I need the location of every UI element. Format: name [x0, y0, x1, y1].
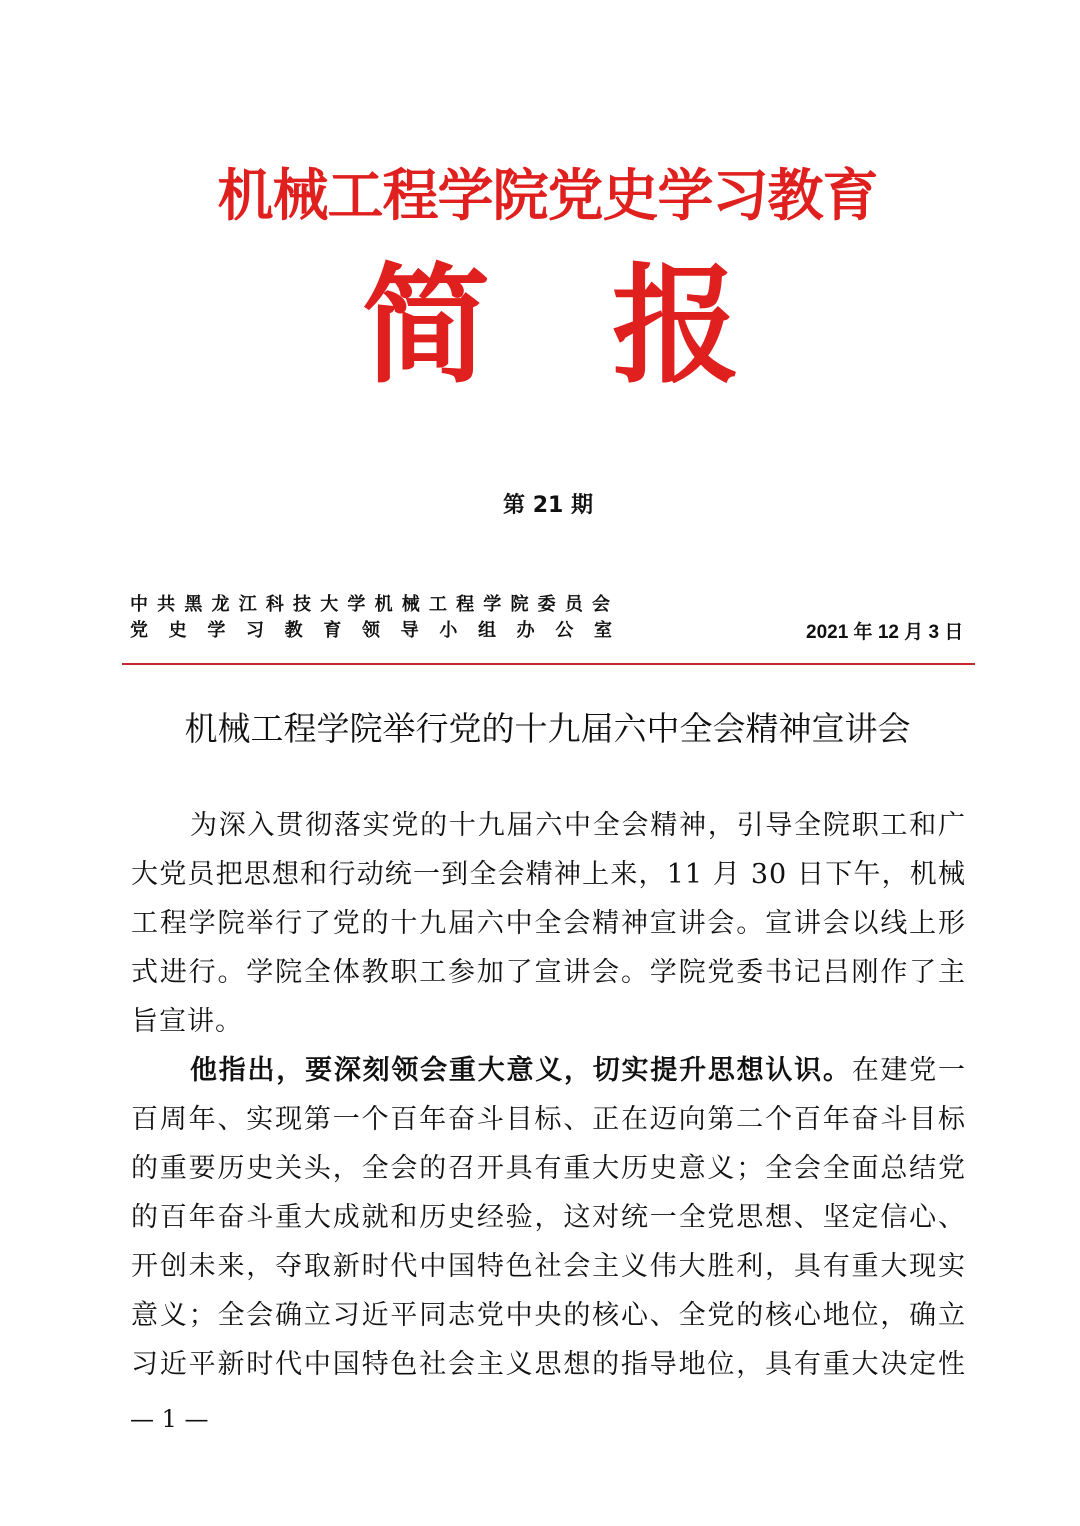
- issuing-org-line-1: 中共黑龙江科技大学机械工程学院委员会: [130, 594, 612, 615]
- body-line: 旨宣讲。: [131, 1006, 243, 1037]
- body-line: 习近平新时代中国特色社会主义思想的指导地位，具有重大决定性: [131, 1349, 966, 1380]
- bulletin-char-jian: 简: [362, 251, 491, 401]
- body-line: 意义；全会确立习近平同志党中央的核心、全党的核心地位，确立: [131, 1300, 966, 1331]
- body-line: [190, 1046, 966, 1095]
- article-headline: 机械工程学院举行党的十九届六中全会精神宣讲会: [184, 709, 911, 748]
- bulletin-char-bao: 报: [612, 251, 741, 401]
- body-line: 的百年奋斗重大成就和历史经验，这对统一全党思想、坚定信心、: [131, 1202, 966, 1233]
- issuing-org-line-2: 党史学习教育领导小组办公室: [130, 620, 612, 641]
- body-line: 的重要历史关头，全会的召开具有重大历史意义；全会全面总结党: [131, 1153, 966, 1184]
- body-line: 式进行。学院全体教职工参加了宣讲会。学院党委书记吕刚作了主: [131, 957, 966, 988]
- key-point-bold: 他指出，要深刻领会重大意义，切实提升思想认识。: [190, 1055, 852, 1086]
- issue-date: 2021 年 12 月 3 日: [806, 622, 964, 643]
- header-divider: [122, 663, 975, 665]
- page-number: — 1 —: [130, 1405, 209, 1433]
- body-line: 百周年、实现第一个百年奋斗目标、正在迈向第二个百年奋斗目标: [131, 1104, 966, 1135]
- body-line: 工程学院举行了党的十九届六中全会精神宣讲会。宣讲会以线上形: [131, 908, 966, 939]
- body-text: 在建党一: [851, 1055, 967, 1086]
- body-line: 开创未来，夺取新时代中国特色社会主义伟大胜利，具有重大现实: [131, 1251, 966, 1282]
- bulletin-title: 机械工程学院党史学习教育: [217, 163, 878, 229]
- body-line: 大党员把思想和行动统一到全会精神上来，11 月 30 日下午，机械: [131, 859, 966, 890]
- issue-number: 第 21 期: [503, 493, 593, 518]
- body-line: 为深入贯彻落实党的十九届六中全会精神，引导全院职工和广: [190, 810, 966, 841]
